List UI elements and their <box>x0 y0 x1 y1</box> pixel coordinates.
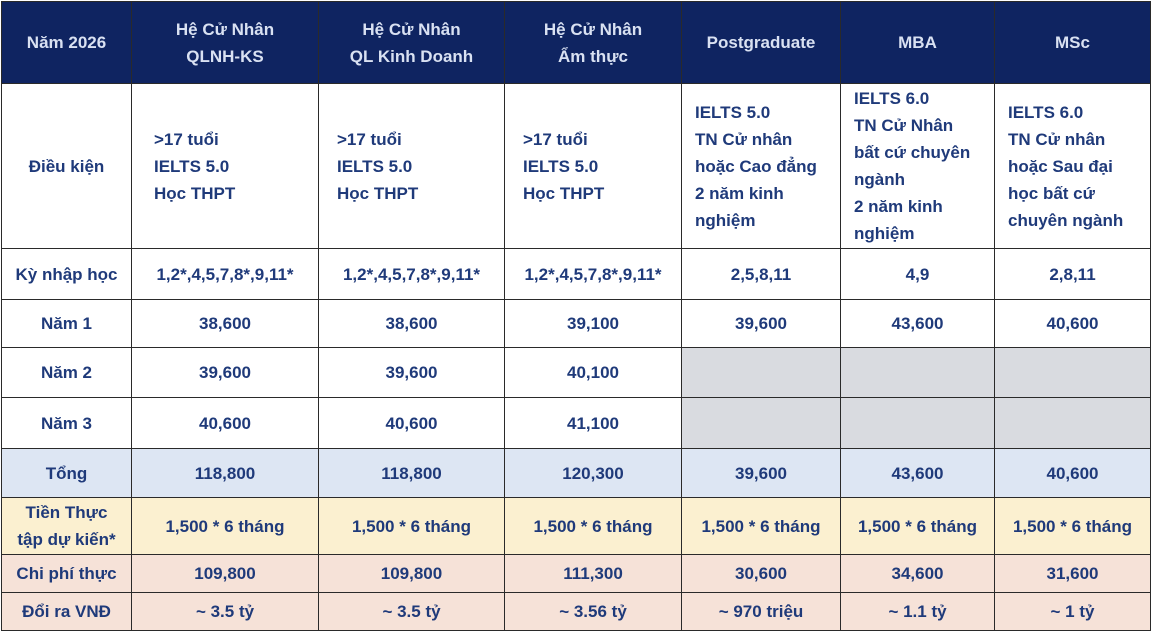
total-row <box>2 449 1151 498</box>
year1-cell: 40,600 <box>995 300 1151 348</box>
condition-line: TN Cử Nhân <box>854 116 954 135</box>
program-header-line: Hệ Cử Nhân <box>543 19 643 39</box>
actual-cost-row <box>2 555 1151 593</box>
year2-row <box>2 348 1151 398</box>
vnd-cell: ~ 1.1 tỷ <box>841 593 995 631</box>
condition-line: IELTS 5.0 <box>695 102 771 122</box>
condition-line: 2 năm kinh <box>854 197 943 216</box>
condition-line: TN Cử nhân <box>1008 129 1106 149</box>
total-cell: 43,600 <box>841 449 995 498</box>
condition-line: học bất cứ <box>1008 183 1095 203</box>
internship-cell: 1,500 * 6 tháng <box>841 498 995 555</box>
intake-row <box>2 249 1151 300</box>
row-label-total: Tổng <box>2 449 132 498</box>
condition-line: TN Cử nhân <box>695 129 793 149</box>
condition-line: nghiệm <box>695 210 756 230</box>
conditions-cell <box>505 84 682 249</box>
program-header-business <box>319 2 505 84</box>
row-label-year3: Năm 3 <box>2 398 132 449</box>
actual-cost-cell: 109,800 <box>132 555 319 593</box>
actual-cost-cell: 31,600 <box>995 555 1151 593</box>
condition-line: IELTS 6.0 <box>1008 102 1084 122</box>
intake-cell: 1,2*,4,5,7,8*,9,11* <box>505 249 682 300</box>
empty-cell <box>682 348 841 398</box>
actual-cost-cell: 109,800 <box>319 555 505 593</box>
internship-cell: 1,500 * 6 tháng <box>682 498 841 555</box>
year2-cell: 39,600 <box>319 348 505 398</box>
conditions-cell <box>319 84 505 249</box>
vnd-row <box>2 593 1151 631</box>
row-label-intake: Kỳ nhập học <box>2 249 132 300</box>
program-header-postgraduate: Postgraduate <box>682 2 841 84</box>
year1-cell: 39,100 <box>505 300 682 348</box>
empty-cell <box>682 398 841 449</box>
intake-cell: 1,2*,4,5,7,8*,9,11* <box>319 249 505 300</box>
vnd-cell: ~ 3.5 tỷ <box>132 593 319 631</box>
condition-line: IELTS 5.0 <box>337 156 413 176</box>
year3-cell: 40,600 <box>319 398 505 449</box>
program-header-culinary <box>505 2 682 84</box>
condition-line: Học THPT <box>154 183 236 203</box>
header-row <box>2 2 1151 84</box>
intake-cell: 4,9 <box>841 249 995 300</box>
row-label-line: Tiền Thực <box>25 503 108 522</box>
row-label-year1: Năm 1 <box>2 300 132 348</box>
program-header-line: Ẩm thực <box>558 46 628 66</box>
conditions-cell <box>995 84 1151 249</box>
condition-line: hoặc Cao đẳng <box>695 156 817 176</box>
year1-cell: 43,600 <box>841 300 995 348</box>
year2-cell: 39,600 <box>132 348 319 398</box>
program-header-mba: MBA <box>841 2 995 84</box>
actual-cost-cell: 111,300 <box>505 555 682 593</box>
intake-cell: 2,8,11 <box>995 249 1151 300</box>
row-label-actual-cost: Chi phí thực <box>2 555 132 593</box>
total-cell: 120,300 <box>505 449 682 498</box>
condition-line: 2 năm kinh <box>695 183 784 203</box>
intake-cell: 1,2*,4,5,7,8*,9,11* <box>132 249 319 300</box>
total-cell: 39,600 <box>682 449 841 498</box>
vnd-cell: ~ 3.56 tỷ <box>505 593 682 631</box>
year3-row <box>2 398 1151 449</box>
condition-line: >17 tuổi <box>337 129 402 149</box>
condition-line: >17 tuổi <box>154 129 219 149</box>
condition-line: IELTS 5.0 <box>154 156 230 176</box>
empty-cell <box>995 348 1151 398</box>
empty-cell <box>841 398 995 449</box>
total-cell: 118,800 <box>132 449 319 498</box>
tuition-table <box>1 1 1151 631</box>
vnd-cell: ~ 3.5 tỷ <box>319 593 505 631</box>
row-label-internship <box>2 498 132 555</box>
condition-line: Học THPT <box>337 183 419 203</box>
internship-cell: 1,500 * 6 tháng <box>505 498 682 555</box>
row-label-conditions: Điều kiện <box>2 84 132 249</box>
internship-cell: 1,500 * 6 tháng <box>995 498 1151 555</box>
conditions-cell <box>132 84 319 249</box>
year1-cell: 39,600 <box>682 300 841 348</box>
condition-line: ngành <box>854 170 905 189</box>
total-cell: 118,800 <box>319 449 505 498</box>
program-header-line: QL Kinh Doanh <box>349 46 474 66</box>
condition-line: IELTS 5.0 <box>523 156 599 176</box>
vnd-cell: ~ 1 tỷ <box>995 593 1151 631</box>
row-label-line: tập dự kiến* <box>17 530 116 549</box>
condition-line: bất cứ chuyên <box>854 143 971 162</box>
intake-cell: 2,5,8,11 <box>682 249 841 300</box>
condition-line: >17 tuổi <box>523 129 588 149</box>
internship-cell: 1,500 * 6 tháng <box>132 498 319 555</box>
year1-row <box>2 300 1151 348</box>
year1-cell: 38,600 <box>132 300 319 348</box>
program-header-line: Hệ Cử Nhân <box>175 19 275 39</box>
program-header-msc: MSc <box>995 2 1151 84</box>
condition-line: IELTS 6.0 <box>854 89 930 108</box>
conditions-cell <box>841 84 995 249</box>
year2-cell: 40,100 <box>505 348 682 398</box>
year3-cell: 41,100 <box>505 398 682 449</box>
condition-line: hoặc Sau đại <box>1008 156 1113 176</box>
vnd-cell: ~ 970 triệu <box>682 593 841 631</box>
row-label-vnd: Đổi ra VNĐ <box>2 593 132 631</box>
year3-cell: 40,600 <box>132 398 319 449</box>
total-cell: 40,600 <box>995 449 1151 498</box>
program-header-hospitality <box>132 2 319 84</box>
year1-cell: 38,600 <box>319 300 505 348</box>
condition-line: nghiệm <box>854 224 915 243</box>
actual-cost-cell: 34,600 <box>841 555 995 593</box>
internship-row <box>2 498 1151 555</box>
empty-cell <box>841 348 995 398</box>
conditions-row <box>2 84 1151 249</box>
program-header-line: Hệ Cử Nhân <box>362 19 461 39</box>
condition-line: Học THPT <box>523 183 605 203</box>
empty-cell <box>995 398 1151 449</box>
year-header: Năm 2026 <box>2 2 132 84</box>
program-header-line: QLNH-KS <box>186 46 264 66</box>
row-label-year2: Năm 2 <box>2 348 132 398</box>
conditions-cell <box>682 84 841 249</box>
condition-line: chuyên ngành <box>1008 210 1124 230</box>
actual-cost-cell: 30,600 <box>682 555 841 593</box>
internship-cell: 1,500 * 6 tháng <box>319 498 505 555</box>
